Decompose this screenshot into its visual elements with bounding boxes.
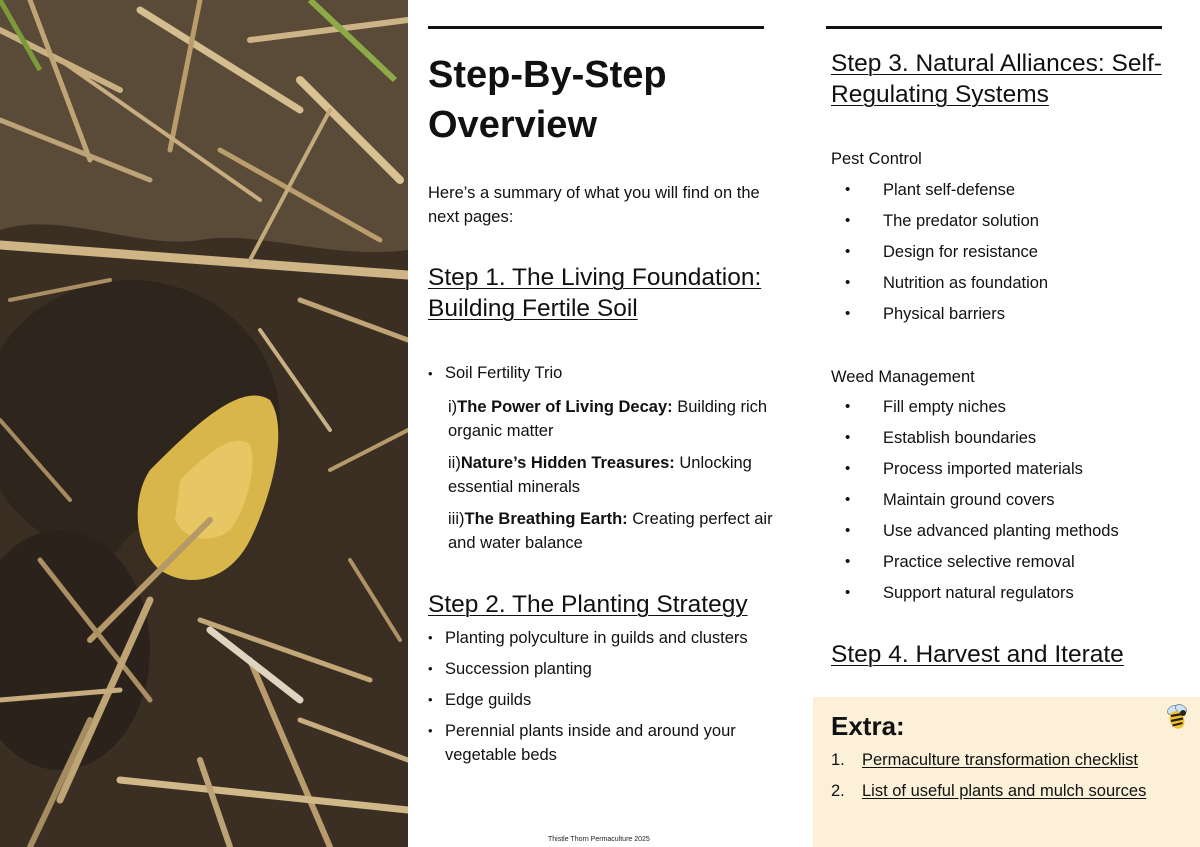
list-item: • Succession planting bbox=[428, 657, 778, 681]
top-rule-right bbox=[826, 26, 1162, 29]
soil-fertility-trio bbox=[448, 395, 778, 563]
bee-icon bbox=[1164, 703, 1190, 736]
list-item: • Nutrition as foundation bbox=[831, 273, 1191, 304]
step2-list bbox=[428, 626, 778, 774]
list-item: 2. List of useful plants and mulch sources bbox=[831, 782, 1147, 800]
list-item: • Fill empty niches bbox=[831, 397, 1191, 428]
weed-management-list bbox=[831, 397, 1191, 614]
list-item: • Perennial plants inside and around your vegetable beds bbox=[428, 719, 778, 767]
list-item: • The predator solution bbox=[831, 211, 1191, 242]
extra-title: Extra: bbox=[831, 711, 905, 741]
list-item: • Planting polyculture in guilds and clusters bbox=[428, 626, 778, 650]
footer-credit: Thistle Thorn Permaculture 2025 bbox=[548, 836, 650, 843]
list-item: • Process imported materials bbox=[831, 459, 1191, 490]
list-item: • Soil Fertility Trio bbox=[428, 362, 778, 385]
step2-heading[interactable]: Step 2. The Planting Strategy bbox=[428, 591, 748, 618]
list-item: 1. Permaculture transformation checklist bbox=[831, 751, 1139, 769]
plants-list-link[interactable]: List of useful plants and mulch sources bbox=[862, 782, 1147, 800]
list-item: • Plant self-defense bbox=[831, 180, 1191, 211]
list-item: • Design for resistance bbox=[831, 242, 1191, 273]
pest-control-list bbox=[831, 180, 1191, 335]
step1-list bbox=[428, 362, 778, 385]
list-item: • Establish boundaries bbox=[831, 428, 1191, 459]
extra-box bbox=[813, 697, 1200, 847]
extra-list bbox=[831, 747, 1146, 809]
step4-heading[interactable]: Step 4. Harvest and Iterate bbox=[831, 641, 1124, 668]
intro-text: Here’s a summary of what you will find on the next pages: bbox=[428, 184, 760, 226]
list-item: • Physical barriers bbox=[831, 304, 1191, 335]
list-item: • Practice selective removal bbox=[831, 552, 1191, 583]
mulch-soil-photo bbox=[0, 0, 408, 847]
pest-control-label: Pest Control bbox=[831, 150, 922, 168]
list-item: • Maintain ground covers bbox=[831, 490, 1191, 521]
checklist-link[interactable]: Permaculture transformation checklist bbox=[862, 751, 1139, 769]
trio-item: i)The Power of Living Decay: Building rich organic matter bbox=[448, 398, 768, 440]
trio-item: iii)The Breathing Earth: Creating perfect air and water balance bbox=[448, 510, 773, 552]
list-item: • Edge guilds bbox=[428, 688, 778, 712]
page-title: Step-By-Step Overview bbox=[428, 54, 667, 146]
step3-heading[interactable]: Step 3. Natural Alliances: Self-Regulating Systems bbox=[831, 50, 1162, 108]
list-item: • Support natural regulators bbox=[831, 583, 1191, 614]
top-rule-left bbox=[428, 26, 764, 29]
weed-management-label: Weed Management bbox=[831, 368, 975, 386]
trio-item: ii)Nature’s Hidden Treasures: Unlocking essential minerals bbox=[448, 454, 752, 496]
list-item: • Use advanced planting methods bbox=[831, 521, 1191, 552]
step1-heading[interactable]: Step 1. The Living Foundation: Building Fertile Soil bbox=[428, 264, 762, 322]
